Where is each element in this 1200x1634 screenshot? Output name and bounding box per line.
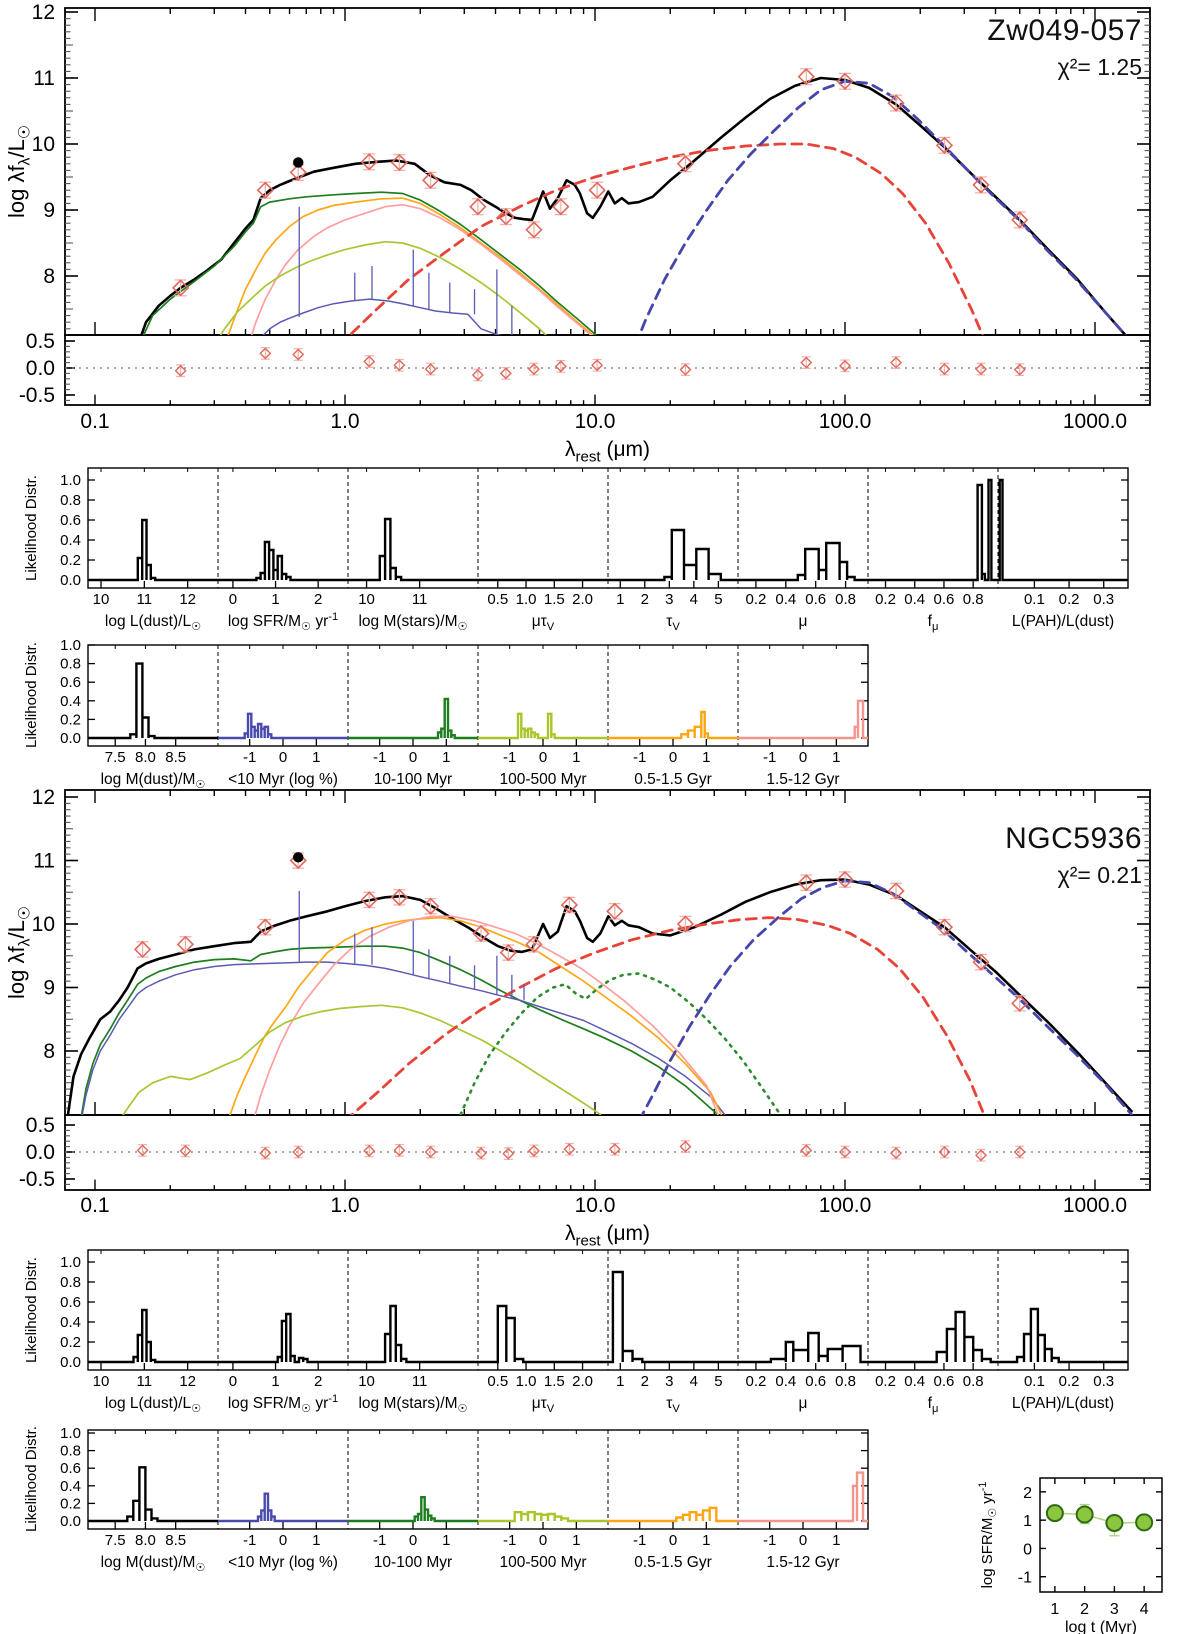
likelihood-ytick-label: 0.4: [60, 1314, 81, 1331]
photometry-points: [173, 69, 1027, 296]
residual-points: [176, 348, 1025, 381]
likelihood-histogram: [608, 1272, 738, 1362]
curve-pink-solid: [248, 205, 598, 346]
likelihood-panel--v-: [478, 468, 608, 633]
likelihood-panel-log-l-dust-l-: [88, 468, 218, 633]
hist-xtick-label: 0.2: [1058, 1373, 1080, 1390]
likelihood-panel-l-pah-l-dust-: [998, 1250, 1128, 1412]
chi2-label: χ²= 0.21: [1057, 862, 1142, 888]
hist-xtick-label: -1: [372, 1532, 387, 1549]
likelihood-panel-100-500-myr: [478, 645, 608, 788]
hist-xtick-label: 1: [271, 591, 280, 608]
hist-panel-title: $\log L(dust)/L_☉$: [104, 1395, 202, 1416]
curve-blue-solid: [256, 299, 524, 345]
likelihood-panel-10-100-myr: [348, 1430, 478, 1571]
hist-xtick-label: 1: [572, 1532, 581, 1549]
galaxy-block-ngc5936: [1005, 822, 1142, 888]
sfh-ytick-label: 2: [1023, 1484, 1032, 1502]
residual-tick-label: 0.5: [25, 1114, 55, 1137]
hist-xtick-label: -1: [502, 1532, 517, 1549]
hist-xtick-label: 4: [689, 591, 699, 608]
hist-xtick-label: 0.6: [805, 591, 827, 608]
hist-panel-title: $\tau_V$: [666, 1395, 680, 1416]
hist-panel-title: $f_\mu$: [927, 1395, 939, 1416]
hist-xtick-label: 7.5: [104, 1532, 126, 1549]
likelihood-ytick-label: 0.0: [60, 1513, 81, 1530]
galaxy-title: Zw049-057: [987, 14, 1142, 47]
likelihood-histogram: [218, 542, 348, 580]
x-tick-label: 1.0: [330, 1194, 360, 1217]
y-tick-label: 8: [43, 265, 55, 288]
hist-xtick-label: 11: [136, 591, 153, 608]
hist-xtick-label: 0: [798, 1532, 808, 1549]
x-tick-label: 0.1: [80, 1194, 110, 1217]
hist-xtick-label: 1.0: [515, 1373, 537, 1390]
hist-xtick-label: 1: [702, 1532, 711, 1549]
y-axis-title: $\log \lambda f_\lambda/L_☉$: [4, 124, 34, 219]
x-tick-label: 1.0: [330, 410, 360, 433]
hist-panel-title: 1.5-12 Gyr: [766, 1554, 840, 1571]
likelihood-histogram: [348, 519, 478, 580]
hist-panel-title: μ: [798, 613, 808, 630]
hist-xtick-label: 1: [702, 749, 711, 766]
hist-panel-title: $\log M(stars)/M_☉$: [358, 613, 468, 634]
hist-xtick-label: 0: [668, 1532, 678, 1549]
hist-xtick-label: 0: [538, 1532, 548, 1549]
likelihood-histogram: [608, 712, 738, 738]
hist-xtick-label: 1: [616, 591, 625, 608]
likelihood-panel-1-5-12-gyr: [738, 1430, 868, 1571]
hist-panel-title: 10-100 Myr: [373, 1554, 453, 1571]
residual-tick-label: 0.5: [25, 330, 55, 353]
chi2-label: χ²= 1.25: [1057, 54, 1142, 80]
sfh-y-axis-title: log SFR/$M_☉$ $yr^{-1}$: [977, 1481, 999, 1589]
hist-xtick-label: 0: [798, 749, 808, 766]
hist-xtick-label: 7.5: [104, 749, 126, 766]
residual-tick-label: -0.5: [18, 384, 55, 407]
x-tick-label: 10.0: [574, 410, 616, 433]
hist-xtick-label: -1: [762, 749, 777, 766]
likelihood-ytick-label: 0.6: [60, 1460, 81, 1478]
sfh-frame: [1040, 1478, 1162, 1592]
x-axis-title: $\lambda_{rest}$ (μm): [564, 1222, 651, 1250]
hist-xtick-label: 10: [92, 591, 110, 608]
hist-xtick-label: -1: [242, 1532, 257, 1549]
hist-xtick-label: 0: [278, 1532, 288, 1549]
likelihood-ytick-label: 0.8: [60, 655, 81, 673]
hist-xtick-label: 0.2: [875, 591, 896, 608]
likelihood-histogram: [738, 1333, 868, 1362]
likelihood-histogram: [348, 699, 478, 738]
likelihood-ytick-label: 0.6: [60, 1294, 81, 1311]
hist-panel-title: <10 Myr (log %): [228, 1554, 338, 1571]
likelihood-axis-title: Likelihood Distr.: [23, 642, 40, 748]
hist-xtick-label: 1: [832, 1532, 841, 1549]
hist-xtick-label: 0.8: [835, 1373, 857, 1390]
y-tick-label: 12: [31, 1, 55, 24]
y-tick-label: 10: [31, 913, 55, 936]
curve-red-dashed: [339, 144, 987, 345]
hist-panel-title: 1.5-12 Gyr: [766, 771, 840, 788]
hist-panel-title: L(PAH)/L(dust): [1011, 613, 1115, 630]
hist-xtick-label: 5: [714, 591, 723, 608]
hist-xtick-label: 0.4: [775, 1373, 797, 1390]
hist-panel-title: 100-500 Myr: [499, 1554, 587, 1571]
hist-xtick-label: 1: [572, 749, 581, 766]
hist-xtick-label: 0.2: [745, 1373, 767, 1390]
likelihood-panel-log-m-stars-m-: [348, 468, 478, 633]
sfh-data-point: [1077, 1506, 1093, 1522]
x-tick-label: 10.0: [574, 1194, 616, 1217]
x-tick-label: 1000.0: [1062, 1194, 1128, 1217]
hist-xtick-label: -1: [372, 749, 387, 766]
likelihood-histogram: [88, 1310, 218, 1362]
hist-xtick-label: 1: [616, 1373, 625, 1390]
likelihood-histogram: [478, 714, 608, 738]
x-tick-label: 1000.0: [1062, 410, 1128, 433]
likelihood-panel-10-100-myr: [348, 645, 478, 788]
likelihood-histogram: [738, 701, 868, 738]
likelihood-histogram: [478, 1306, 608, 1362]
hist-xtick-label: 0.8: [962, 1373, 984, 1390]
hist-xtick-label: 1: [271, 1373, 280, 1390]
hist-panel-title: <10 Myr (log %): [228, 771, 338, 788]
hist-xtick-label: 0.2: [875, 1373, 896, 1390]
hist-panel-title: $f_\mu$: [927, 613, 939, 634]
likelihood-histogram: [218, 714, 348, 738]
hist-panel-title: $\log M(dust)/M_☉$: [100, 771, 206, 792]
hist-panel-title: log SFR/$M_☉$ $yr^{-1}$: [227, 1392, 339, 1416]
likelihood-panel-log-sfr-m-yr-1-: [218, 468, 348, 633]
hist-xtick-label: 0.8: [962, 591, 984, 608]
sed-panel-sed-zw049: [4, 1, 1150, 465]
hist-xtick-label: 8.0: [135, 749, 156, 766]
y-tick-label: 8: [43, 1040, 55, 1063]
sfh-xtick-label: 1: [1050, 1601, 1060, 1618]
likelihood-histogram: [868, 1312, 998, 1362]
sfh-ytick-label: 0: [1023, 1541, 1032, 1559]
hist-panel-title: $\log M(dust)/M_☉$: [100, 1554, 206, 1575]
likelihood-panel-0-5-1-5-gyr: [608, 1430, 738, 1571]
likelihood-histogram: [348, 1497, 478, 1521]
sfh-xtick-label: 3: [1109, 1601, 1119, 1618]
y-tick-label: 12: [31, 786, 55, 809]
hist-xtick-label: 2: [640, 591, 649, 608]
hist-xtick-label: 2: [313, 591, 323, 608]
hist-panel-title: 0.5-1.5 Gyr: [634, 1554, 712, 1571]
likelihood-panel-log-l-dust-l-: [88, 1250, 218, 1415]
residual-tick-label: -0.5: [18, 1168, 55, 1191]
likelihood-panel-f-: [868, 468, 998, 633]
y-tick-label: 11: [33, 849, 55, 873]
sfh-data-point: [1047, 1505, 1063, 1521]
hist-xtick-label: 0: [228, 591, 238, 608]
curve-red-dashed: [345, 918, 986, 1121]
likelihood-ytick-label: 0.2: [60, 1495, 81, 1513]
hist-xtick-label: 3: [665, 1373, 674, 1390]
likelihood-histogram: [218, 1494, 348, 1521]
likelihood-row-hist-ngc5936-1: [23, 1250, 1128, 1415]
hist-xtick-label: 4: [689, 1373, 699, 1390]
hist-panel-title: $\mu\tau_V$: [531, 1395, 555, 1416]
likelihood-ytick-label: 0.8: [60, 492, 81, 509]
hist-xtick-label: 11: [411, 591, 428, 608]
likelihood-panel--10-myr-log-: [218, 1430, 348, 1571]
likelihood-ytick-label: 0.8: [60, 1274, 81, 1291]
hist-xtick-label: -1: [632, 1532, 647, 1549]
curve-black-solid-total: [68, 880, 1132, 1115]
hist-panel-title: $\mu\tau_V$: [531, 613, 555, 634]
x-axis-title: $\lambda_{rest}$ (μm): [564, 438, 651, 466]
hist-xtick-label: 0.3: [1093, 1373, 1115, 1390]
likelihood-histogram: [348, 1306, 478, 1362]
residual-frame: [65, 335, 1150, 405]
likelihood-histogram: [88, 1467, 218, 1521]
hist-xtick-label: 1: [442, 749, 451, 766]
likelihood-panel--: [738, 468, 868, 630]
sed-curves: [68, 880, 1132, 1121]
hist-xtick-label: 10: [92, 1373, 110, 1390]
hist-xtick-label: -1: [502, 749, 517, 766]
x-tick-label: 100.0: [818, 1194, 872, 1217]
likelihood-histogram: [738, 1473, 868, 1521]
hist-panel-title: log SFR/$M_☉$ $yr^{-1}$: [227, 610, 339, 634]
likelihood-ytick-label: 0.6: [60, 512, 81, 529]
likelihood-panel--v-: [608, 468, 738, 633]
y-tick-label: 9: [43, 976, 55, 1000]
hist-xtick-label: 2: [313, 1373, 323, 1390]
hist-xtick-label: 1: [312, 749, 321, 766]
sfh-xtick-label: 4: [1139, 1601, 1149, 1618]
hist-xtick-label: 2.0: [572, 1373, 593, 1390]
hist-xtick-label: 0: [668, 749, 678, 766]
hist-panel-title: 0.5-1.5 Gyr: [634, 771, 712, 788]
hist-xtick-label: 10: [358, 591, 375, 608]
hist-xtick-label: 11: [411, 1373, 428, 1390]
hist-xtick-label: -1: [632, 749, 647, 766]
hist-xtick-label: -1: [242, 749, 257, 766]
sfh-panel: [977, 1478, 1162, 1634]
hist-xtick-label: 3: [665, 591, 674, 608]
likelihood-panel--v-: [608, 1250, 738, 1415]
hist-xtick-label: 8.5: [165, 1532, 187, 1549]
sed-panel-sed-ngc5936: [4, 786, 1150, 1249]
hist-xtick-label: 1: [832, 749, 841, 766]
hist-xtick-label: 0: [278, 749, 288, 766]
likelihood-ytick-label: 0.2: [60, 711, 81, 729]
hist-xtick-label: 0.4: [904, 1373, 926, 1390]
y-tick-label: 11: [33, 67, 55, 90]
likelihood-histogram: [608, 1508, 738, 1521]
emission-line-spikes: [299, 891, 524, 1000]
hist-panel-title: 100-500 Myr: [499, 771, 587, 788]
likelihood-panel--10-myr-log-: [218, 645, 348, 788]
hist-xtick-label: 11: [136, 1373, 153, 1390]
hist-xtick-label: 0.2: [745, 591, 767, 608]
hist-xtick-label: 12: [179, 591, 197, 608]
sfh-data-point: [1106, 1515, 1122, 1531]
likelihood-ytick-label: 0.0: [60, 572, 81, 589]
sfh-data-point: [1136, 1514, 1152, 1530]
curve-blue-dashed: [635, 81, 1131, 345]
likelihood-ytick-label: 1.0: [60, 1425, 81, 1442]
y-axis-title: $\log \lambda f_\lambda/L_☉$: [4, 905, 34, 1000]
likelihood-ytick-label: 0.2: [60, 1334, 81, 1351]
hist-xtick-label: 0.5: [487, 591, 509, 608]
x-tick-label: 0.1: [80, 410, 110, 433]
galaxy-block-zw049: [987, 14, 1142, 80]
sed-curves: [139, 78, 1132, 345]
likelihood-panel-f-: [868, 1250, 998, 1415]
hist-xtick-label: 0.6: [933, 1373, 955, 1390]
x-tick-label: 100.0: [818, 410, 872, 433]
likelihood-ytick-label: 1.0: [60, 472, 81, 489]
sfh-x-axis-title: log t (Myr): [1065, 1619, 1137, 1634]
hist-xtick-label: 0.5: [487, 1373, 509, 1390]
hist-xtick-label: 0.6: [805, 1373, 827, 1390]
photometry-points: [135, 852, 1027, 1011]
hist-xtick-label: 2.0: [572, 591, 593, 608]
likelihood-ytick-label: 0.8: [60, 1442, 81, 1460]
residual-tick-label: 0.0: [25, 1141, 55, 1164]
likelihood-panel-1-5-12-gyr: [738, 645, 868, 788]
likelihood-ytick-label: 0.6: [60, 674, 81, 692]
likelihood-row-hist-zw049-1: [23, 468, 1128, 633]
likelihood-histogram: [218, 1314, 348, 1362]
hist-xtick-label: 0.1: [1023, 1373, 1045, 1390]
hist-xtick-label: 0: [408, 1532, 418, 1549]
likelihood-panel-100-500-myr: [478, 1430, 608, 1571]
hist-xtick-label: 1: [442, 1532, 451, 1549]
curve-yellow-green-solid: [119, 1005, 600, 1121]
galaxy-title: NGC5936: [1005, 822, 1142, 855]
likelihood-histogram: [998, 1309, 1128, 1362]
hist-xtick-label: 2: [640, 1373, 649, 1390]
hist-xtick-label: 1: [312, 1532, 321, 1549]
hist-xtick-label: 0.2: [1058, 591, 1080, 608]
likelihood-histogram: [608, 530, 738, 580]
sfh-xtick-label: 2: [1080, 1601, 1090, 1618]
likelihood-histogram: [478, 1512, 608, 1521]
hist-xtick-label: 1.0: [515, 591, 537, 608]
likelihood-ytick-label: 0.4: [60, 532, 81, 549]
sed-frame: [65, 790, 1150, 1115]
hist-xtick-label: 8.0: [135, 1532, 156, 1549]
residual-points: [138, 1141, 1025, 1161]
likelihood-ytick-label: 1.0: [60, 1254, 81, 1271]
sfh-line: [1055, 1513, 1144, 1523]
likelihood-histogram: [868, 480, 998, 580]
likelihood-ytick-label: 0.0: [60, 730, 81, 747]
curve-black-solid-total: [139, 78, 1132, 342]
likelihood-axis-title: Likelihood Distr.: [23, 1257, 40, 1363]
hist-panel-title: $\tau_V$: [666, 613, 680, 634]
likelihood-panel-log-sfr-m-yr-1-: [218, 1250, 348, 1415]
likelihood-histogram: [998, 480, 1128, 580]
hist-panel-title: $\log M(stars)/M_☉$: [358, 1395, 468, 1416]
hist-xtick-label: 0.8: [835, 591, 857, 608]
likelihood-panel-log-m-stars-m-: [348, 1250, 478, 1415]
sfh-ytick-label: 1: [1023, 1513, 1032, 1531]
likelihood-axis-title: Likelihood Distr.: [23, 475, 40, 581]
hist-xtick-label: 0: [228, 1373, 238, 1390]
hist-xtick-label: 5: [714, 1373, 723, 1390]
likelihood-panel--v-: [478, 1250, 608, 1415]
excluded-point-dot: [293, 852, 303, 862]
y-tick-label: 9: [43, 199, 55, 222]
likelihood-ytick-label: 0.4: [60, 692, 81, 710]
likelihood-histogram: [738, 543, 868, 580]
hist-panel-title: 10-100 Myr: [373, 771, 453, 788]
likelihood-panel-0-5-1-5-gyr: [608, 645, 738, 788]
likelihood-histogram: [88, 520, 218, 580]
likelihood-panel--: [738, 1250, 868, 1412]
likelihood-panel-log-m-dust-m-: [88, 645, 218, 791]
curve-blue-dashed: [639, 881, 1132, 1121]
likelihood-row-hist-ngc5936-2: [23, 1425, 868, 1574]
hist-xtick-label: 12: [179, 1373, 197, 1390]
hist-xtick-label: 0: [408, 749, 418, 766]
likelihood-row-hist-zw049-2: [23, 637, 868, 791]
likelihood-panel-l-pah-l-dust-: [998, 468, 1128, 630]
residual-tick-label: 0.0: [25, 357, 55, 380]
hist-panel-title: μ: [798, 1395, 808, 1412]
hist-xtick-label: 0.3: [1093, 591, 1115, 608]
excluded-point-dot: [293, 157, 303, 167]
hist-xtick-label: 8.5: [165, 749, 187, 766]
hist-xtick-label: 0: [538, 749, 548, 766]
hist-xtick-label: 0.4: [775, 591, 797, 608]
curve-blue-solid: [81, 962, 725, 1121]
likelihood-ytick-label: 0.0: [60, 1354, 81, 1371]
hist-xtick-label: -1: [762, 1532, 777, 1549]
likelihood-ytick-label: 0.4: [60, 1477, 81, 1495]
sfh-ytick-label: -1: [1017, 1569, 1032, 1587]
y-tick-label: 10: [31, 133, 55, 156]
likelihood-ytick-label: 1.0: [60, 637, 81, 654]
hist-panel-title: L(PAH)/L(dust): [1011, 1395, 1115, 1412]
hist-xtick-label: 0.1: [1023, 591, 1045, 608]
hist-xtick-label: 0.4: [904, 591, 926, 608]
hist-xtick-label: 10: [358, 1373, 375, 1390]
likelihood-ytick-label: 0.2: [60, 552, 81, 569]
hist-xtick-label: 1.5: [543, 591, 565, 608]
hist-xtick-label: 1.5: [543, 1373, 565, 1390]
likelihood-axis-title: Likelihood Distr.: [23, 1426, 40, 1532]
curve-yellow-green-solid: [214, 242, 553, 346]
hist-xtick-label: 0.6: [933, 591, 955, 608]
hist-panel-title: $\log L(dust)/L_☉$: [104, 613, 202, 634]
likelihood-panel-log-m-dust-m-: [88, 1430, 218, 1574]
likelihood-histogram: [88, 664, 218, 738]
